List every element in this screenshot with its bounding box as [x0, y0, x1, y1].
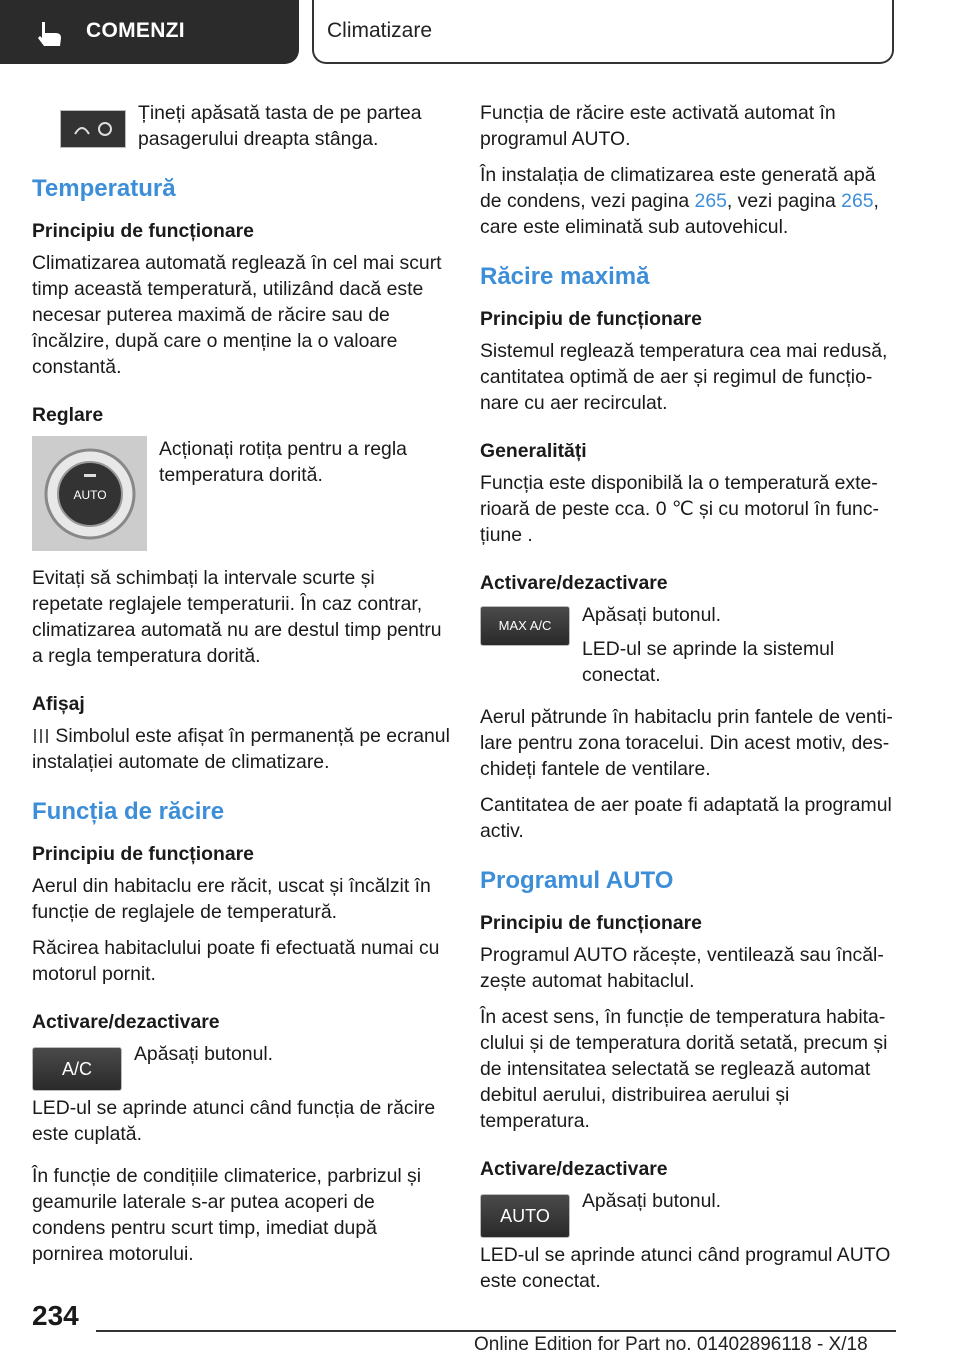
temp-paragraph: Climatizarea automată reglează în cel mai scurt timp această temperatură, utilizând dacă este necesar puterea maximă de răcire sau de încălzire, după care o menține la o valoare constantă. — [32, 252, 442, 378]
page-header — [0, 0, 960, 66]
subheading-principiu-auto: Principiu de funcționare — [480, 912, 702, 934]
condens-paragraph — [480, 162, 898, 240]
max-ac-button-image: MAX A/C — [480, 606, 570, 646]
reglare-text: Acționați rotița pentru a regla temperatura dorită. — [159, 438, 407, 486]
subheading-reglare: Reglare — [32, 404, 104, 426]
racire-paragraph-2: Răcirea habitaclului poate fi efectuată numai cu motorul pornit. — [32, 937, 440, 985]
cantitate-paragraph: Cantitatea de aer poate fi adaptată la programul activ. — [480, 794, 892, 842]
knob-icon — [40, 444, 140, 544]
intro-text: Țineți apăsată tasta de pe partea pasagerului dreapta stânga. — [138, 102, 422, 150]
subheading-afisaj: Afișaj — [32, 693, 85, 715]
section-tab — [0, 0, 299, 64]
chapter-label: Climatizare — [327, 19, 433, 42]
aer-paragraph: Aerul pătrunde în habitaclu prin fantele de ventilare pentru zona toracelui. Din acest motiv, deschideți fantele de ventilare. — [480, 706, 893, 780]
auto-paragraph-1: Programul AUTO răcește, ventilează sau încălzește automat habitaclul. — [480, 944, 884, 992]
subheading-principiu-racire: Principiu de funcționare — [32, 843, 254, 865]
snowflake-display-icon — [32, 728, 50, 744]
led-text-2: LED-ul se aprinde la sistemul conectat. — [582, 638, 835, 686]
left-column — [32, 100, 450, 1277]
footer-divider — [96, 1330, 896, 1332]
subheading-principiu-max: Principiu de funcționare — [480, 308, 702, 330]
apasati-text-2: Apăsați butonul. — [582, 604, 722, 626]
defrost-icon — [73, 122, 91, 136]
section-label: COMENZI — [86, 19, 185, 42]
subheading-activare-max: Activare/dezactivare — [480, 572, 668, 594]
afisaj-row — [32, 723, 450, 775]
racire-paragraph-1: Aerul din habitaclu ere răcit, uscat și încălzit în funcție de reglajele de temperatură. — [32, 875, 431, 923]
conditii-paragraph: În funcție de condițiile climaterice, parbrizul și geamurile laterale s-ar putea acoperi de condens pentru scurt timp, imediat după pornirea motorului. — [32, 1165, 422, 1265]
fan-icon — [97, 121, 113, 137]
max-paragraph: Sistemul reglează temperatura cea mai redusă, cantitatea optimă de aer și regimul de funcționare cu aer recirculat. — [480, 340, 888, 414]
afisaj-text: Simbolul este afișat în permanență pe ecranul instalației automate de climatizare. — [32, 725, 450, 773]
subheading-activare-auto: Activare/dezactivare — [480, 1158, 668, 1180]
auto-button-image: AUTO — [480, 1194, 570, 1238]
heading-racire: Funcția de răcire — [32, 798, 225, 825]
apasati-text-3: Apăsați butonul. — [582, 1190, 722, 1212]
auto-cooling-paragraph: Funcția de răcire este activată automat în programul AUTO. — [480, 102, 836, 150]
page-link-1[interactable]: 265 — [694, 190, 727, 212]
recirc-button-image — [60, 110, 126, 148]
apasati-text-1: Apăsați butonul. — [134, 1043, 274, 1065]
ac-button-image: A/C — [32, 1047, 122, 1091]
subheading-principiu: Principiu de funcționare — [32, 220, 254, 242]
page-number: 234 — [32, 1300, 79, 1331]
condens-text-a: În instalația de climatizarea este generată apă de condens, vezi pagina — [480, 164, 876, 212]
knob-label: AUTO — [72, 487, 107, 502]
edition-text: Online Edition for Part no. 01402896118 - X/18 — [474, 1334, 868, 1355]
heading-racire-maxima: Răcire maximă — [480, 263, 650, 290]
condens-text-c: , care este eliminată sub autovehicul. — [480, 190, 879, 238]
subheading-activare-racire: Activare/dezactivare — [32, 1011, 220, 1033]
auto-paragraph-2: În acest sens, în funcție de temperatura habitaclului și de temperatura dorită setată, precum și de intensitatea selectată se reglează automat debitul aerului, distribuirea aerului și temperatura. — [480, 1006, 888, 1132]
right-column — [480, 100, 898, 1304]
heading-programul-auto: Programul AUTO — [480, 867, 674, 894]
chapter-tab — [312, 0, 894, 64]
temp-knob-image — [32, 436, 147, 551]
page-link-2[interactable]: 265 — [841, 190, 874, 212]
evitati-paragraph: Evitați să schimbați la intervale scurte și repetate reglajele temperaturii. În caz contrar, climatizarea automată nu are destul timp pentru a regla temperatura dorită. — [32, 567, 442, 667]
condens-text-b: , vezi pagina — [726, 190, 842, 212]
heading-temperatura: Temperatură — [32, 175, 176, 202]
led-text-3: LED-ul se aprinde atunci când programul AUTO este conectat. — [480, 1244, 891, 1292]
led-text-1: LED-ul se aprinde atunci când funcția de răcire este cuplată. — [32, 1097, 436, 1145]
hand-pointer-icon — [34, 20, 64, 48]
general-paragraph: Funcția este disponibilă la o temperatură exterioară de peste cca. 0 ℃ și cu motorul în funcțiune . — [480, 472, 880, 546]
subheading-generalitati: Generalități — [480, 440, 587, 462]
